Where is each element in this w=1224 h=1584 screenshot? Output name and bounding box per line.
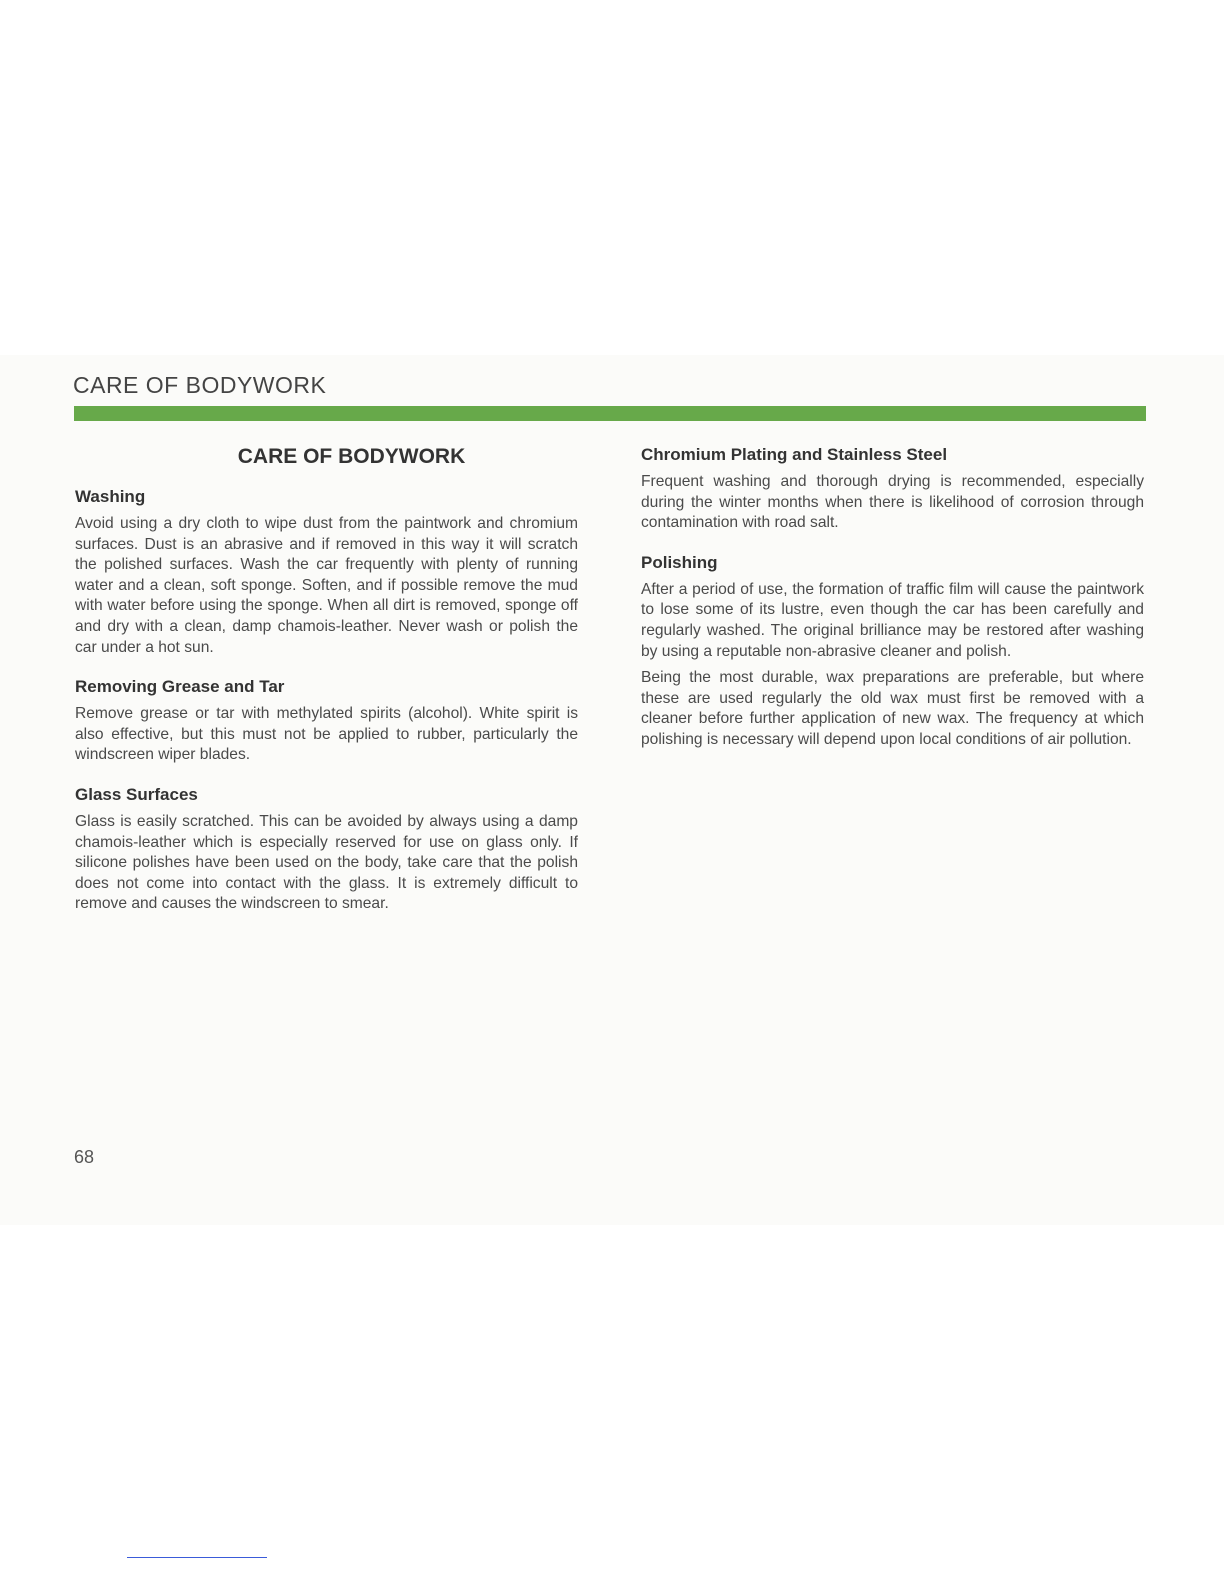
footer-underline xyxy=(127,1557,267,1558)
left-column xyxy=(75,444,578,933)
page-number: 68 xyxy=(74,1147,95,1167)
section-heading-chromium: Chromium Plating and Stainless Steel xyxy=(641,445,948,464)
paragraph-polishing-2: Being the most durable, wax preparations are preferable, but where these are used regularly the old wax must first be removed with a cleaner before further application of new wax. The frequency at which polishing is necessary will depend upon local conditions of air pollution. xyxy=(641,669,1144,748)
section-heading-polishing: Polishing xyxy=(641,552,718,572)
page-title: CARE OF BODYWORK xyxy=(237,445,466,468)
section-heading-glass: Glass Surfaces xyxy=(75,784,198,804)
paragraph-grease-tar: Remove grease or tar with methylated spirits (alcohol). White spirit is also effective, but this must not be applied to rubber, particularly the windscreen wiper blades. xyxy=(75,705,578,764)
section-heading-grease-tar: Removing Grease and Tar xyxy=(75,677,285,697)
running-header: CARE OF BODYWORK xyxy=(73,372,327,398)
header-rule xyxy=(74,406,1146,421)
paragraph-washing: Avoid using a dry cloth to wipe dust from the paintwork and chromium surfaces. Dust is an abrasive and if removed in this way it will scratch the polished surfaces. Wash the car frequently with plenty of running water and a clean, soft sponge. Soften, and if possible remove the mud with water before using the sponge. When all dirt is removed, sponge off and dry with a clean, damp chamois-leather. Never wash or polish the car under a hot sun. xyxy=(75,515,578,656)
paragraph-polishing-1: After a period of use, the formation of traffic film will cause the paintwork to lose some of its lustre, even though the car has been carefully and regularly washed. The original brilliance may be restored after washing by using a reputable non-abrasive cleaner and polish. xyxy=(641,580,1144,660)
paragraph-glass: Glass is easily scratched. This can be avoided by always using a damp chamois-leather which is especially reserved for use on glass only. If silicone polishes have been used on the body, take care that the polish does not come into contact with the glass. It is extremely difficult to remove and causes the windscreen to smear. xyxy=(75,812,578,913)
paragraph-chromium: Frequent washing and thorough drying is recommended, especially during the winter months when there is likelihood of corrosion through contamination with road salt. xyxy=(641,473,1144,532)
section-heading-washing: Washing xyxy=(75,487,146,506)
right-column xyxy=(641,444,1144,769)
